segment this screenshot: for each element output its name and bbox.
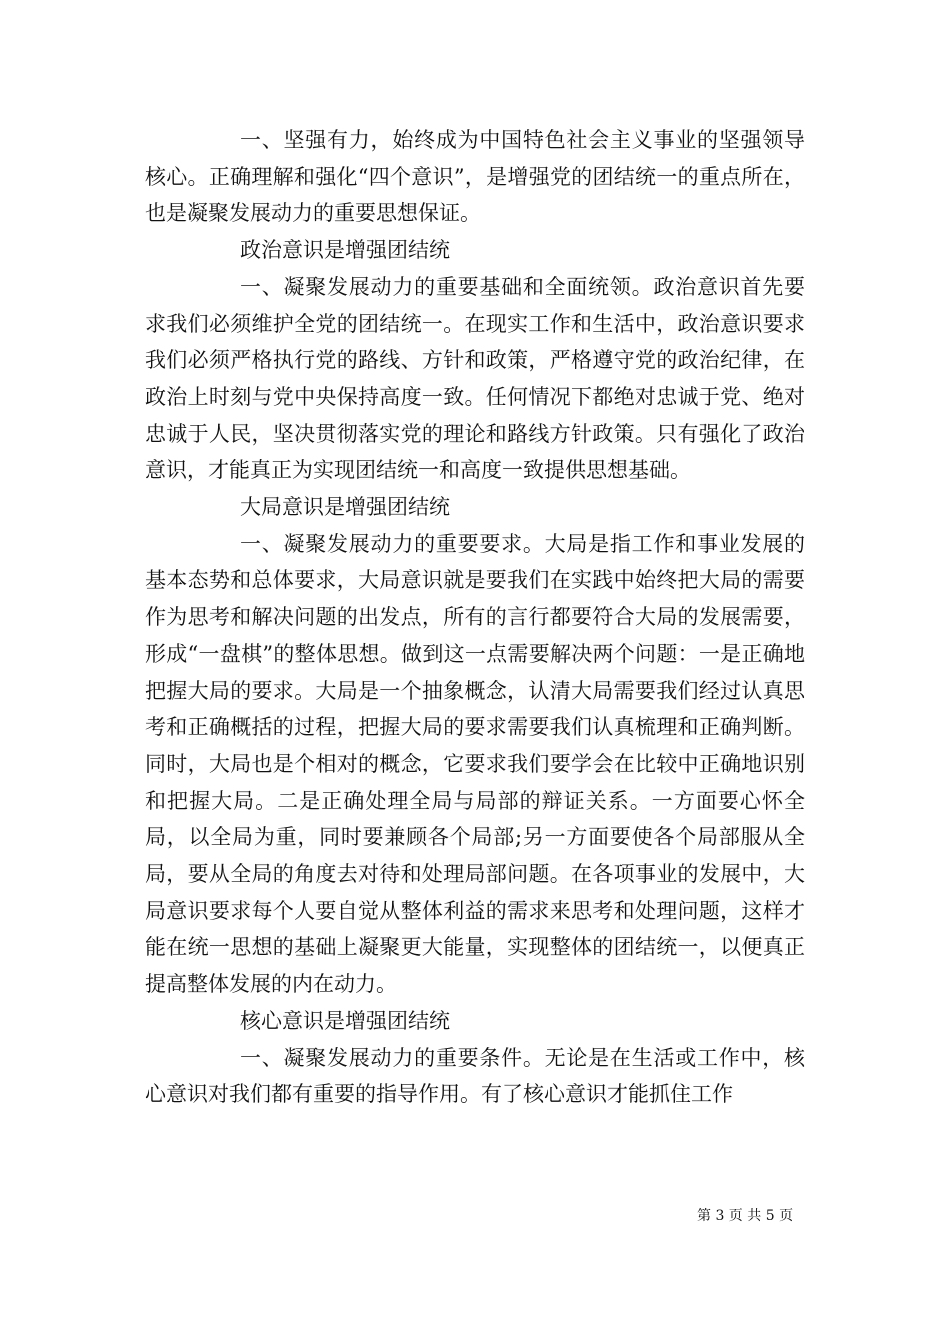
document-body: [145, 122, 805, 1113]
paragraph: 一、凝聚发展动力的重要条件。无论是在生活或工作中，核心意识对我们都有重要的指导作用。有了核心意识才能抓住工作: [145, 1045, 805, 1107]
section-heading-core: 核心意识是增强团结统: [240, 1008, 450, 1033]
section-heading-overall: 大局意识是增强团结统: [240, 495, 450, 520]
page-number-footer: 第 3 页 共 5 页: [697, 1208, 794, 1224]
paragraph: 一、坚强有力，始终成为中国特色社会主义事业的坚强领导核心。正确理解和强化“四个意识”，是增强党的团结统一的重点所在，也是凝聚发展动力的重要思想保证。: [145, 128, 805, 226]
paragraph: 一、凝聚发展动力的重要要求。大局是指工作和事业发展的基本态势和总体要求，大局意识就是要我们在实践中始终把大局的需要作为思考和解决问题的出发点，所有的言行都要符合大局的发展需要，形成“一盘棋”的整体思想。做到这一点需要解决两个问题：一是正确地把握大局的要求。大局是一个抽象概念，认清大局需要我们经过认真思考和正确概括的过程，把握大局的要求需要我们认真梳理和正确判断。同时，大局也是个相对的概念，它要求我们要学会在比较中正确地识别和把握大局。二是正确处理全局与局部的辩证关系。一方面要心怀全局，以全局为重，同时要兼顾各个局部;另一方面要使各个局部服从全局，要从全局的角度去对待和处理局部问题。在各项事业的发展中，大局意识要求每个人要自觉从整体利益的需求来思考和处理问题，这样才能在统一思想的基础上凝聚更大能量，实现整体的团结统一，以便真正提高整体发展的内在动力。: [145, 531, 805, 997]
paragraph: 一、凝聚发展动力的重要基础和全面统领。政治意识首先要求我们必须维护全党的团结统一。在现实工作和生活中，政治意识要求我们必须严格执行党的路线、方针和政策，严格遵守党的政治纪律，在政治上时刻与党中央保持高度一致。任何情况下都绝对忠诚于党、绝对忠诚于人民，坚决贯彻落实党的理论和路线方针政策。只有强化了政治意识，才能真正为实现团结统一和高度一致提供思想基础。: [145, 274, 805, 483]
section-heading-political: 政治意识是增强团结统: [240, 238, 450, 263]
